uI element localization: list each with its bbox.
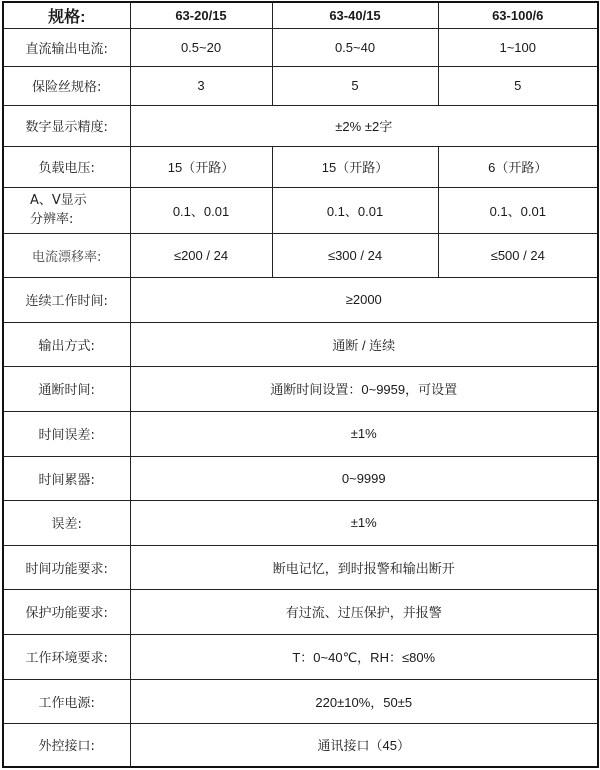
- row-label: 外控接口:: [3, 723, 130, 767]
- cell-value: 6（开路）: [438, 146, 598, 187]
- merged-value: 220±10%，50±5: [130, 679, 598, 723]
- table-row: [3, 723, 598, 767]
- table-row: [3, 679, 598, 723]
- merged-value: 有过流、过压保护，并报警: [130, 589, 598, 634]
- table-row: [3, 187, 598, 233]
- merged-value: ±1%: [130, 500, 598, 545]
- table-row: [3, 233, 598, 277]
- merged-value: ≥2000: [130, 277, 598, 322]
- table-row: [3, 589, 598, 634]
- cell-value: 0.5~40: [272, 28, 438, 66]
- cell-value: 5: [438, 66, 598, 105]
- merged-value: ±1%: [130, 411, 598, 456]
- model-header: 63-40/15: [272, 2, 438, 28]
- spec-table: [2, 1, 599, 768]
- row-label: 输出方式:: [3, 322, 130, 366]
- row-label-line: 分辨率:: [30, 212, 74, 227]
- merged-value: 0~9999: [130, 456, 598, 500]
- table-row: [3, 500, 598, 545]
- table-row: [3, 146, 598, 187]
- row-label: 时间功能要求:: [3, 545, 130, 589]
- cell-value: ≤500 / 24: [438, 233, 598, 277]
- merged-value: 通讯接口（45）: [130, 723, 598, 767]
- header-row: [3, 2, 598, 28]
- row-label: 工作电源:: [3, 679, 130, 723]
- cell-value: 3: [130, 66, 272, 105]
- row-label: 误差:: [3, 500, 130, 545]
- model-header: 63-20/15: [130, 2, 272, 28]
- table-row: [3, 456, 598, 500]
- row-label: 保护功能要求:: [3, 589, 130, 634]
- cell-value: 5: [272, 66, 438, 105]
- table-row: [3, 66, 598, 105]
- row-label: 连续工作时间:: [3, 277, 130, 322]
- table-row: [3, 634, 598, 679]
- merged-value: 断电记忆，到时报警和输出断开: [130, 545, 598, 589]
- row-label: 通断时间:: [3, 366, 130, 411]
- cell-value: 0.1、0.01: [130, 187, 272, 233]
- row-label: 数字显示精度:: [3, 105, 130, 146]
- row-label-line: A、V显示: [30, 193, 87, 208]
- table-row: [3, 411, 598, 456]
- row-label: 工作环境要求:: [3, 634, 130, 679]
- table-row: [3, 545, 598, 589]
- cell-value: 0.5~20: [130, 28, 272, 66]
- model-header: 63-100/6: [438, 2, 598, 28]
- merged-value: 通断 / 连续: [130, 322, 598, 366]
- table-row: [3, 366, 598, 411]
- cell-value: 1~100: [438, 28, 598, 66]
- row-label: 电流漂移率:: [3, 233, 130, 277]
- row-label: [3, 187, 130, 233]
- cell-value: 15（开路）: [130, 146, 272, 187]
- row-label: 负载电压:: [3, 146, 130, 187]
- table-row: [3, 28, 598, 66]
- cell-value: ≤200 / 24: [130, 233, 272, 277]
- row-label: 时间误差:: [3, 411, 130, 456]
- merged-value: ±2% ±2字: [130, 105, 598, 146]
- table-row: [3, 105, 598, 146]
- row-label: 时间累器:: [3, 456, 130, 500]
- merged-value: T：0~40℃，RH：≤80%: [130, 634, 598, 679]
- cell-value: 0.1、0.01: [438, 187, 598, 233]
- merged-value: 通断时间设置：0~9959，可设置: [130, 366, 598, 411]
- row-label: 直流输出电流:: [3, 28, 130, 66]
- cell-value: ≤300 / 24: [272, 233, 438, 277]
- table-row: [3, 277, 598, 322]
- table-row: [3, 322, 598, 366]
- cell-value: 15（开路）: [272, 146, 438, 187]
- row-label: 保险丝规格:: [3, 66, 130, 105]
- cell-value: 0.1、0.01: [272, 187, 438, 233]
- header-label: 规格:: [3, 2, 130, 28]
